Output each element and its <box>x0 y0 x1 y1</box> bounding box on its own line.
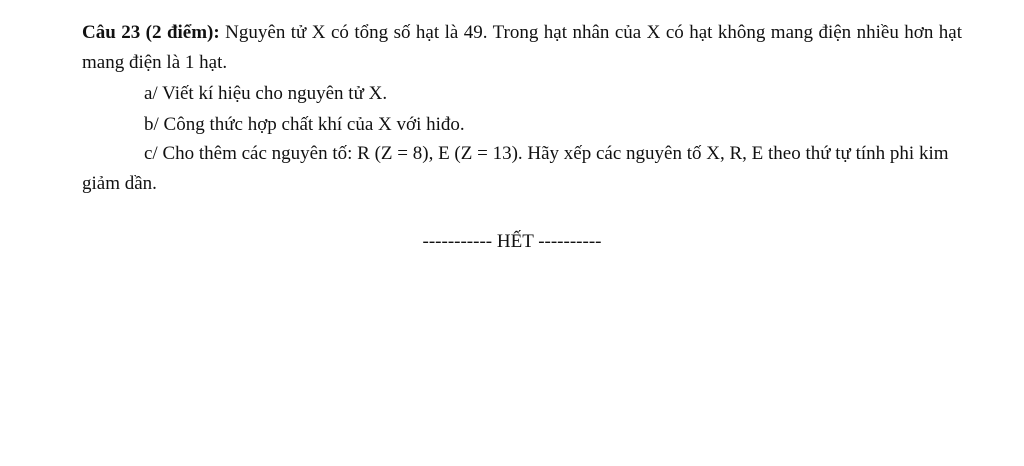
end-marker: ----------- HẾT ---------- <box>422 231 602 252</box>
question-23 <box>82 18 962 78</box>
question-text: Nguyên tử X có tổng số hạt là 49. Trong hạt nhân của X có hạt không mang điện nhiều hơn hạt mang điện là 1 hạt. <box>82 22 962 73</box>
question-heading: Câu 23 (2 điểm): <box>82 22 220 43</box>
subquestion-c: c/ Cho thêm các nguyên tố: R (Z = 8), E (Z = 13). Hãy xếp các nguyên tố X, R, E theo thứ tự tính phi kim giảm dần. <box>82 143 949 194</box>
subquestion-a: a/ Viết kí hiệu cho nguyên tử X. <box>144 83 388 104</box>
subquestion-b: b/ Công thức hợp chất khí của X với hiđo. <box>144 114 465 135</box>
